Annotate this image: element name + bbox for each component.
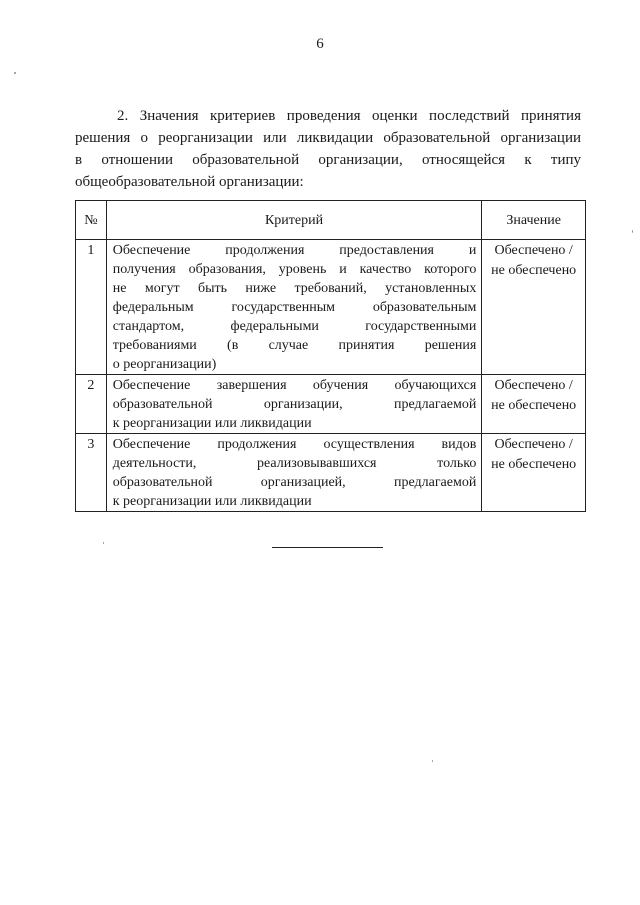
row-value [482,240,586,375]
intro-paragraph [75,105,581,193]
row-criterion [106,375,482,434]
value-line: не обеспечено [491,398,577,413]
criterion-line: деятельности, реализовывавшихся только [112,456,477,471]
row-criterion [106,240,482,375]
value-line: Обеспечено / [494,243,573,258]
criterion-line: требованиями (в случае принятия решения [112,338,477,353]
intro-line: общеобразовательной организации: [75,174,304,190]
value-line: не обеспечено [491,263,577,278]
table-header-row [76,201,586,240]
row-number: 1 [76,240,107,375]
row-value [482,434,586,512]
value-line: Обеспечено / [494,437,573,452]
row-number: 2 [76,375,107,434]
criterion-line: Обеспечение продолжения предоставления и [112,243,477,258]
criterion-line: Обеспечение завершения обучения обучающихся [112,378,477,393]
criterion-line: стандартом, федеральными государственными [112,319,477,334]
page-number: 6 [316,36,324,52]
scan-speck [432,760,433,762]
table-row [76,240,586,375]
criterion-line: Обеспечение продолжения осуществления видов [112,437,477,452]
end-rule [272,547,383,548]
table-row [76,434,586,512]
intro-line: в отношении образовательной организации, относящейся к типу [75,152,581,168]
scan-speck [14,72,16,74]
criterion-line: получения образования, уровень и качество которого [112,262,477,277]
criterion-line: о реорганизации) [112,357,217,372]
criterion-line: к реорганизации или ликвидации [112,416,312,431]
scan-speck [632,230,633,233]
criterion-line: образовательной организацией, предлагаемой [112,475,477,490]
row-criterion [106,434,482,512]
intro-line: решения о реорганизации или ликвидации образовательной организации [75,130,581,146]
criterion-line: федеральным государственным образовательным [112,300,477,315]
row-value [482,375,586,434]
criteria-table [75,200,586,512]
header-value: Значение [482,201,586,240]
criterion-line: не могут быть ниже требований, установленных [112,281,477,296]
criterion-line: к реорганизации или ликвидации [112,494,312,509]
table-row [76,375,586,434]
intro-line: 2. Значения критериев проведения оценки последствий принятия [117,108,581,124]
header-number: № [76,201,107,240]
scan-speck [103,542,104,544]
row-number: 3 [76,434,107,512]
value-line: не обеспечено [491,457,577,472]
value-line: Обеспечено / [494,378,573,393]
criterion-line: образовательной организации, предлагаемой [112,397,477,412]
header-criterion: Критерий [106,201,482,240]
